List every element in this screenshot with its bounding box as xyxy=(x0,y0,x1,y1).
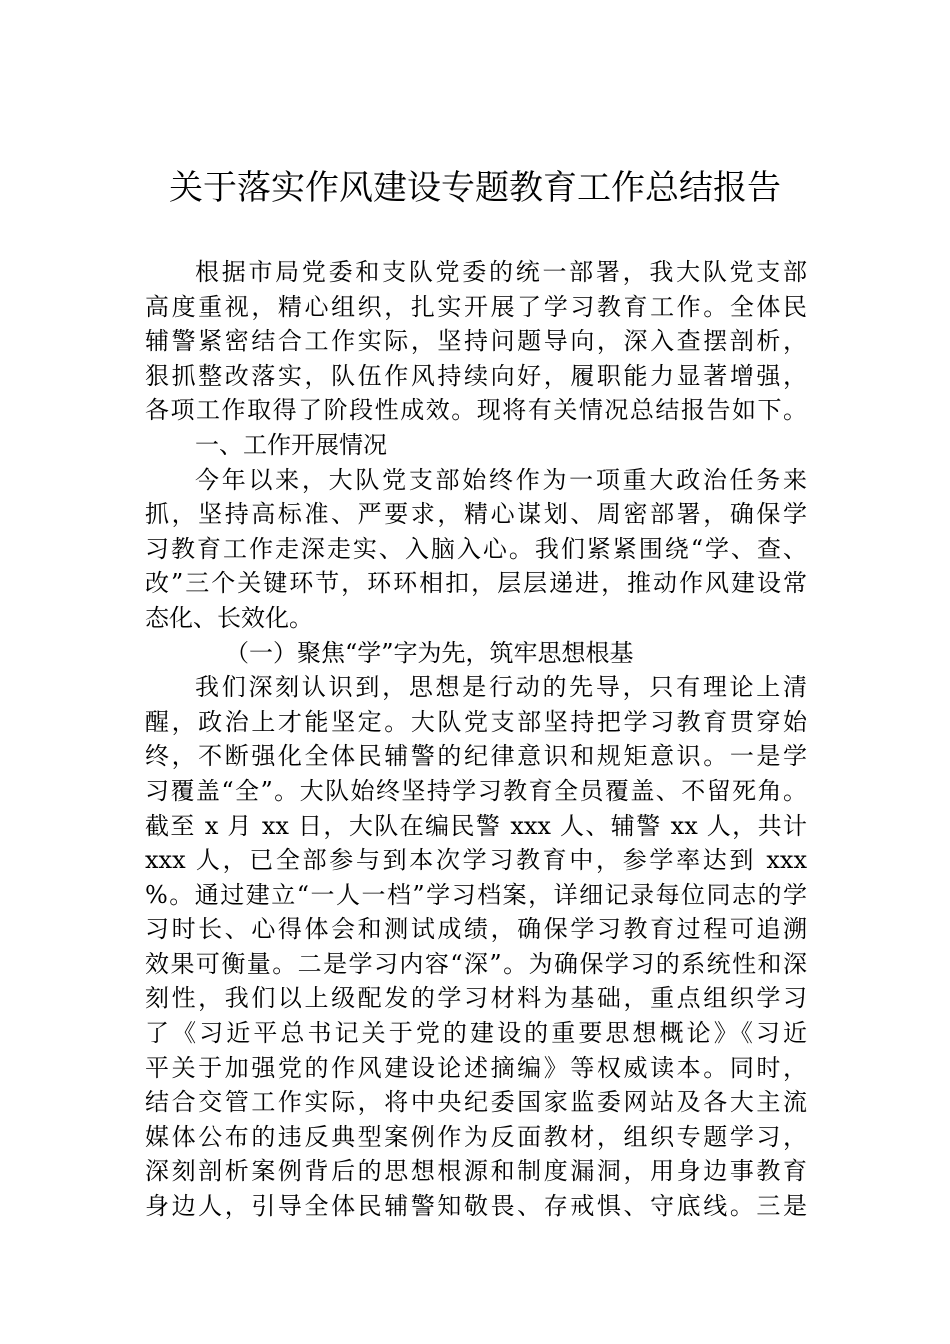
text-line: 抓，坚持高标准、严要求，精心谋划、周密部署，确保学 xyxy=(145,500,807,529)
text-line: 媒体公布的违反典型案例作为反面教材，组织专题学习， xyxy=(145,1122,807,1151)
text-line: 改”三个关键环节，环环相扣，层层递进，推动作风建设常 xyxy=(145,569,807,598)
text-line: 身边人，引导全体民辅警知敬畏、存戒惧、守底线。三是 xyxy=(145,1192,807,1221)
text-line: 今年以来，大队党支部始终作为一项重大政治任务来 xyxy=(195,465,807,494)
text-line: 习覆盖“全”。大队始终坚持学习教育全员覆盖、不留死角。 xyxy=(145,776,807,805)
text-line: 习教育工作走深走实、入脑入心。我们紧紧围绕“学、查、 xyxy=(145,534,807,563)
text-line: 了《习近平总书记关于党的建设的重要思想概论》《习近 xyxy=(145,1019,807,1048)
text-line: 一、工作开展情况 xyxy=(195,430,387,459)
text-line: 习时长、心得体会和测试成绩，确保学习教育过程可追溯 xyxy=(145,915,807,944)
text-line: （一）聚焦“学”字为先，筑牢思想根基 xyxy=(225,638,634,667)
text-line: 各项工作取得了阶段性成效。现将有关情况总结报告如下。 xyxy=(145,396,807,425)
text-line: 高度重视，精心组织，扎实开展了学习教育工作。全体民 xyxy=(145,292,807,321)
text-line: 效果可衡量。二是学习内容“深”。为确保学习的系统性和深 xyxy=(145,949,807,978)
text-line: 刻性，我们以上级配发的学习材料为基础，重点组织学习 xyxy=(145,984,807,1013)
text-line: 终，不断强化全体民辅警的纪律意识和规矩意识。一是学 xyxy=(145,742,807,771)
text-line: 辅警紧密结合工作实际，坚持问题导向，深入查摆剖析， xyxy=(145,327,807,356)
text-line: 深刻剖析案例背后的思想根源和制度漏洞，用身边事教育 xyxy=(145,1157,807,1186)
text-line: 态化、长效化。 xyxy=(145,603,313,632)
text-line: 狠抓整改落实，队伍作风持续向好，履职能力显著增强， xyxy=(145,361,807,390)
document-body xyxy=(145,255,807,1224)
document-title: 关于落实作风建设专题教育工作总结报告 xyxy=(169,168,781,208)
text-line: 截至 x 月 xx 日，大队在编民警 xxx 人、辅警 xx 人，共计 xyxy=(145,811,807,840)
text-line: xxx 人，已全部参与到本次学习教育中，参学率达到 xxx xyxy=(145,846,807,875)
text-line: 平关于加强党的作风建设论述摘编》等权威读本。同时， xyxy=(145,1053,807,1082)
text-line: 结合交管工作实际，将中央纪委国家监委网站及各大主流 xyxy=(145,1088,807,1117)
text-line: 我们深刻认识到，思想是行动的先导，只有理论上清 xyxy=(195,673,807,702)
text-line: 醒，政治上才能坚定。大队党支部坚持把学习教育贯穿始 xyxy=(145,707,807,736)
text-line: %。通过建立“一人一档”学习档案，详细记录每位同志的学 xyxy=(145,880,807,909)
text-line: 根据市局党委和支队党委的统一部署，我大队党支部 xyxy=(195,258,807,286)
